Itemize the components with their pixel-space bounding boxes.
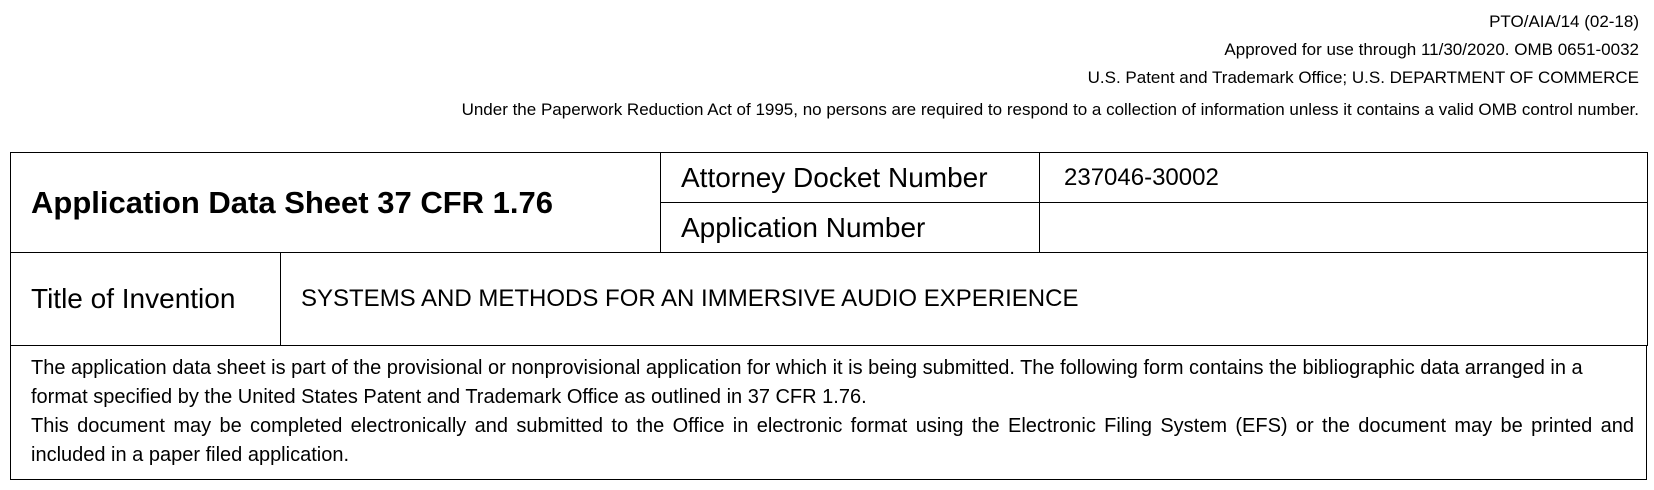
form-header (39, 8, 1639, 124)
description-paragraph-1: The application data sheet is part of the provisional or nonprovisional application for which it is being submitted. The following form contains the bibliographic data arranged in a format specified by the United States Patent and Trademark Office as outlined in 37 CFR 1.76. (31, 357, 1583, 408)
office-name: U.S. Patent and Trademark Office; U.S. DEPARTMENT OF COMMERCE (1087, 68, 1639, 87)
title-of-invention-label: Title of Invention (11, 252, 281, 346)
paperwork-notice: Under the Paperwork Reduction Act of 1995, no persons are required to respond to a collection of information unless it contains a valid OMB control number. (461, 100, 1639, 119)
form-number: PTO/AIA/14 (02-18) (1489, 12, 1639, 31)
application-data-table (10, 152, 1648, 253)
attorney-docket-label: Attorney Docket Number (661, 153, 1040, 203)
description-paragraph-2: This document may be completed electronically and submitted to the Office in electronic format using the Electronic Filing System (EFS) or the document may be printed and included in a paper filed application. (31, 415, 1634, 466)
title-of-invention-field[interactable]: SYSTEMS AND METHODS FOR AN IMMERSIVE AUDIO EXPERIENCE (281, 252, 1648, 346)
form-title: Application Data Sheet 37 CFR 1.76 (11, 153, 661, 253)
attorney-docket-field[interactable]: 237046-30002 (1040, 153, 1648, 203)
description-box (10, 346, 1647, 480)
application-number-label: Application Number (661, 203, 1040, 253)
title-of-invention-table (10, 252, 1648, 346)
application-number-field[interactable] (1040, 203, 1648, 253)
approval-notice: Approved for use through 11/30/2020. OMB 0651-0032 (1224, 40, 1639, 59)
